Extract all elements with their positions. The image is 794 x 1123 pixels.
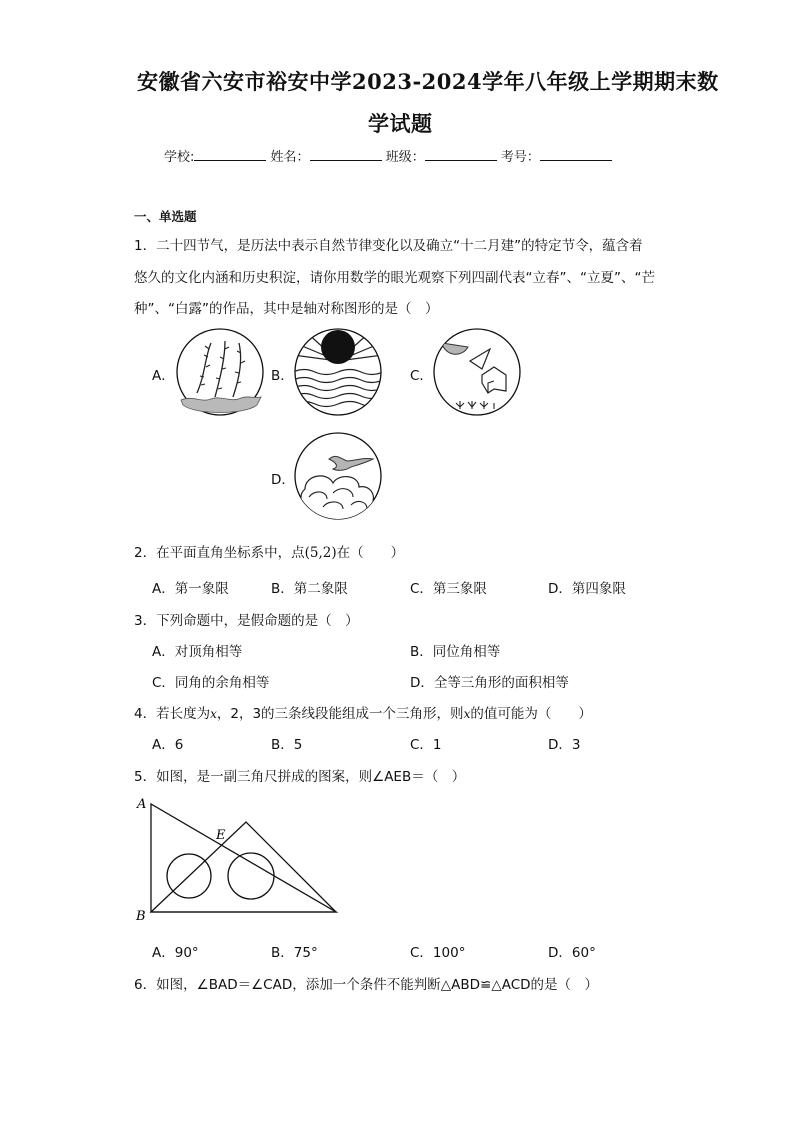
q2-stem-text-a: 2．在平面直角坐标系中，点 <box>134 545 305 561</box>
q4-var-x-2: x <box>463 707 471 721</box>
class-label: 班级： <box>385 150 425 165</box>
school-label: 学校: <box>164 150 195 165</box>
label-e: E <box>216 828 226 843</box>
q4-var-x: x <box>210 707 217 721</box>
page-title: 安徽省六安市裕安中学2023-2024学年八年级上学期期末数 <box>137 69 719 94</box>
q4-stem-text-a: 4．若长度为 <box>134 706 211 722</box>
q1-option-d-image[interactable] <box>293 431 383 521</box>
q5-option-b[interactable]: B．75° <box>271 945 318 961</box>
q1-option-c-image[interactable] <box>432 327 522 417</box>
q1-stem-line1: 1．二十四节气，是历法中表示自然节律变化以及确立“十二月建”的特定节令，蕴含着 <box>134 238 643 254</box>
q3-option-b[interactable]: B．同位角相等 <box>410 644 501 660</box>
q6-stem: 6．如图，∠BAD＝∠CAD，添加一个条件不能判断△ABD≌△ACD的是（ ） <box>134 977 599 993</box>
q5-option-c[interactable]: C．100° <box>410 945 466 961</box>
q1-option-b-image[interactable] <box>293 327 383 417</box>
q4-option-d[interactable]: D．3 <box>548 737 581 753</box>
q5-option-a[interactable]: A．90° <box>152 945 199 961</box>
q2-option-d[interactable]: D．第四象限 <box>548 581 626 597</box>
q4-option-c[interactable]: C．1 <box>410 737 442 753</box>
q2-stem <box>134 541 404 561</box>
school-blank[interactable] <box>194 148 266 161</box>
q3-option-c[interactable]: C．同角的余角相等 <box>152 675 270 691</box>
q2-option-a[interactable]: A．第一象限 <box>152 581 229 597</box>
q4-stem-text-c: 的值可能为（ ） <box>470 706 592 722</box>
q2-stem-text-b: 在（ ） <box>336 545 405 561</box>
q1-stem-line3: 种”、“白露”的作品，其中是轴对称图形的是（ ） <box>134 301 439 317</box>
q4-stem <box>134 702 592 722</box>
q5-triangle-figure <box>130 794 344 922</box>
name-label: 姓名： <box>270 150 310 165</box>
exam-number-blank[interactable] <box>540 148 612 161</box>
q5-stem: 5．如图，是一副三角尺拼成的图案，则∠AEB＝（ ） <box>134 769 466 785</box>
q1-option-b-label[interactable]: B． <box>271 368 294 384</box>
q4-stem-text-b: ，2，3的三条线段能组成一个三角形，则 <box>216 706 464 722</box>
q1-option-c-label[interactable]: C． <box>410 368 433 384</box>
q1-option-d-label[interactable]: D． <box>271 472 295 488</box>
q2-option-c[interactable]: C．第三象限 <box>410 581 487 597</box>
student-info-row <box>164 146 612 165</box>
q2-option-b[interactable]: B．第二象限 <box>271 581 348 597</box>
section-heading: 一、单选题 <box>134 209 197 224</box>
q1-option-a-label[interactable]: A． <box>152 368 175 384</box>
label-a: A <box>137 797 147 812</box>
q1-option-a-image[interactable] <box>175 327 265 417</box>
q5-option-d[interactable]: D．60° <box>548 945 596 961</box>
q3-option-d[interactable]: D．全等三角形的面积相等 <box>410 675 569 691</box>
q4-option-b[interactable]: B．5 <box>271 737 303 753</box>
ruler-hole-2 <box>228 853 274 899</box>
page-title-continued: 学试题 <box>368 111 433 136</box>
q3-stem: 3．下列命题中，是假命题的是（ ） <box>134 613 359 629</box>
class-blank[interactable] <box>425 148 497 161</box>
label-b: B <box>136 909 146 922</box>
q1-stem-line2: 悠久的文化内涵和历史积淀，请你用数学的眼光观察下列四副代表“立春”、“立夏”、“芒 <box>134 270 655 286</box>
q3-option-a[interactable]: A．对顶角相等 <box>152 644 243 660</box>
triangle-ruler-2 <box>151 822 336 912</box>
q4-option-a[interactable]: A．6 <box>152 737 184 753</box>
exam-number-label: 考号： <box>500 150 540 165</box>
q2-point: (5,2) <box>304 545 337 561</box>
name-blank[interactable] <box>310 148 382 161</box>
